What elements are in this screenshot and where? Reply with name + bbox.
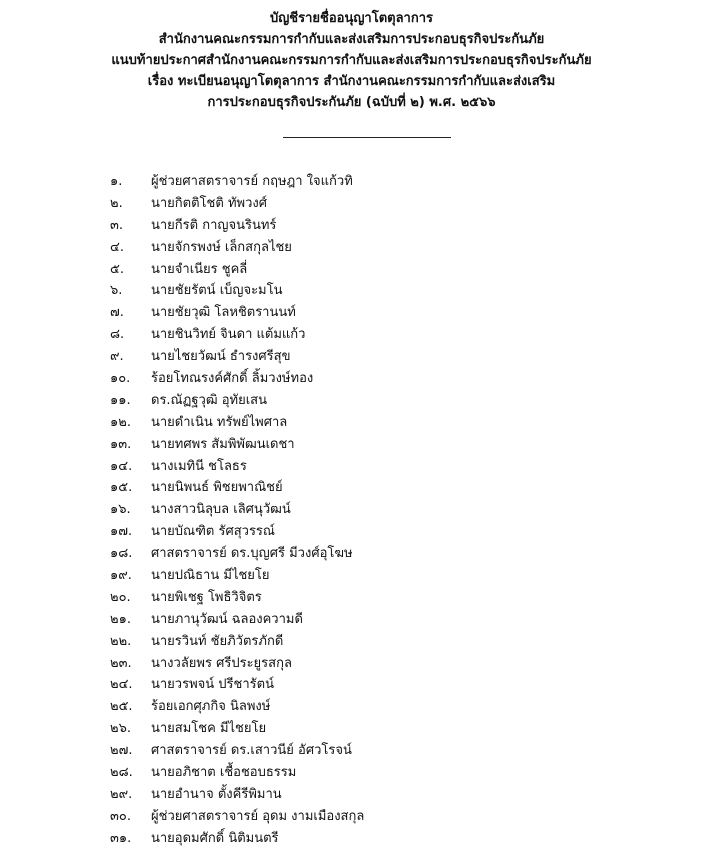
item-number: ๑๕.	[110, 480, 133, 496]
list-item	[0, 477, 703, 499]
arbitrator-name: ผู้ช่วยศาสตราจารย์ อุดม งามเมืองสกุล	[151, 808, 365, 824]
item-number: ๒๘.	[110, 765, 133, 781]
list-item	[0, 806, 703, 828]
list-item	[0, 346, 703, 368]
arbitrator-name: นางสาวนิลุบล เลิศนุวัฒน์	[151, 502, 291, 518]
item-number: ๑๔.	[110, 458, 133, 474]
list-item	[0, 543, 703, 565]
item-number: ๙.	[110, 349, 124, 365]
arbitrator-name: ร้อยเอกศุภกิจ นิลพงษ์	[151, 699, 271, 715]
arbitrator-name: นายกิตติโชติ ทัพวงศ์	[151, 195, 267, 211]
header-divider	[283, 137, 451, 138]
arbitrator-name: ผู้ช่วยศาสตราจารย์ กฤษฎา ใจแก้วทิ	[151, 174, 353, 189]
arbitrator-name: นายบัณฑิต รัศสุวรรณ์	[151, 524, 275, 540]
list-item	[0, 740, 703, 762]
list-item	[0, 784, 703, 806]
list-item	[0, 609, 703, 631]
arbitrator-name: ศาสตราจารย์ ดร.บุญศรี มีวงศ์อุโฆษ	[151, 546, 353, 562]
arbitrator-name: นายทศพร สัมพิพัฒนเดชา	[151, 436, 295, 452]
arbitrator-name: นายอำนาจ ตั้งคีรีพิมาน	[151, 786, 282, 802]
arbitrator-name: นายอภิชาต เชื้อชอบธรรม	[151, 765, 297, 781]
list-item	[0, 762, 703, 784]
list-item	[0, 412, 703, 434]
list-item	[0, 631, 703, 653]
arbitrator-name: นายชัยวุฒิ โลหชิตรานนท์	[151, 305, 296, 321]
list-item	[0, 587, 703, 609]
subject-line-continued: การประกอบธุรกิจประกันภัย (ฉบับที่ ๒) พ.ศ. ๒๕๖๖	[207, 95, 496, 110]
arbitrator-name: นายอุดมศักดิ์ นิติมนตรี	[151, 830, 279, 846]
list-item	[0, 171, 703, 193]
arbitrator-name: นายดำเนิน ทรัพย์ไพศาล	[151, 414, 288, 430]
arbitrator-name: นายไชยวัฒน์ ธำรงศรีสุข	[151, 349, 291, 365]
list-item	[0, 499, 703, 521]
item-number: ๑๓.	[110, 436, 132, 452]
arbitrator-name: ร้อยโทณรงค์ศักดิ์ ลิ้มวงษ์ทอง	[151, 371, 314, 387]
item-number: ๓๐.	[110, 808, 131, 824]
item-number: ๓.	[110, 217, 124, 233]
list-item	[0, 215, 703, 237]
arbitrator-name: นายสมโชค มีไชยโย	[151, 721, 267, 737]
item-number: ๒๑.	[110, 611, 131, 627]
item-number: ๔.	[110, 239, 124, 255]
arbitrator-name: นายจักรพงษ์ เล็กสกุลไชย	[151, 239, 292, 255]
arbitrator-name: นายกีรติ กาญจนรินทร์	[151, 217, 277, 233]
arbitrator-name: นายรวินท์ ชัยภิวัตรภักดี	[151, 633, 284, 649]
list-item	[0, 324, 703, 346]
list-item	[0, 368, 703, 390]
item-number: ๒๓.	[110, 655, 132, 671]
item-number: ๑.	[110, 174, 123, 189]
list-item	[0, 434, 703, 456]
item-number: ๓๑.	[110, 830, 132, 846]
item-number: ๘.	[110, 327, 125, 343]
list-item	[0, 521, 703, 543]
list-item	[0, 280, 703, 302]
list-item	[0, 456, 703, 478]
item-number: ๗.	[110, 305, 124, 321]
arbitrator-name: นายชัยรัตน์ เบ็ญจะมโน	[151, 283, 283, 299]
list-item	[0, 653, 703, 675]
arbitrator-name: นายจำเนียร ชูคลี่	[151, 261, 248, 277]
item-number: ๒๗.	[110, 743, 133, 759]
list-item	[0, 565, 703, 587]
item-number: ๑๙.	[110, 568, 132, 584]
item-number: ๖.	[110, 283, 123, 299]
arbitrator-name: นายชินวิทย์ จินดา แต้มแก้ว	[151, 327, 306, 343]
list-item	[0, 259, 703, 281]
item-number: ๒.	[110, 195, 123, 211]
list-item	[0, 696, 703, 718]
arbitrator-name: นายพิเชฐ โพธิวิจิตร	[151, 589, 262, 605]
issuing-office: สำนักงานคณะกรรมการกำกับและส่งเสริมการประกอบธุรกิจประกันภัย	[158, 32, 545, 47]
document-header	[0, 8, 703, 113]
item-number: ๑๒.	[110, 414, 131, 430]
annex-statement: แนบท้ายประกาศสำนักงานคณะกรรมการกำกับและส่งเสริมการประกอบธุรกิจประกันภัย	[111, 53, 592, 68]
subject-line: เรื่อง ทะเบียนอนุญาโตตุลาการ สำนักงานคณะกรรมการกำกับและส่งเสริม	[147, 74, 556, 89]
arbitrator-name: ดร.ณัฏฐวุฒิ อุทัยเสน	[151, 392, 267, 408]
item-number: ๒๖.	[110, 721, 131, 737]
item-number: ๒๐.	[110, 589, 131, 605]
item-number: ๒๔.	[110, 677, 133, 693]
item-number: ๕.	[110, 261, 124, 277]
item-number: ๑๗.	[110, 524, 133, 540]
list-item	[0, 390, 703, 412]
list-item	[0, 828, 703, 850]
list-item	[0, 237, 703, 259]
item-number: ๒๙.	[110, 786, 133, 802]
arbitrator-name: นายวรพจน์ ปรีชารัตน์	[151, 677, 274, 693]
arbitrator-name: นางวลัยพร ศรีประยูรสกุล	[151, 655, 292, 671]
list-item	[0, 718, 703, 740]
arbitrator-name: นางเมทินี ชโลธร	[151, 458, 247, 474]
item-number: ๑๖.	[110, 502, 131, 518]
item-number: ๑๑.	[110, 392, 131, 408]
item-number: ๒๕.	[110, 699, 133, 715]
item-number: ๑๘.	[110, 546, 133, 562]
arbitrator-name: นายนิพนธ์ พิชยพาณิชย์	[151, 480, 283, 496]
list-item	[0, 193, 703, 215]
arbitrator-name: นายภานุวัฒน์ ฉลองความดี	[151, 611, 303, 627]
arbitrator-name: ศาสตราจารย์ ดร.เสาวนีย์ อัศวโรจน์	[151, 743, 352, 759]
list-item	[0, 302, 703, 324]
arbitrator-name: นายปณิธาน มีไชยโย	[151, 568, 270, 584]
document-title: บัญชีรายชื่ออนุญาโตตุลาการ	[269, 11, 434, 26]
list-item	[0, 674, 703, 696]
item-number: ๑๐.	[110, 371, 131, 387]
arbitrator-list	[0, 171, 703, 850]
item-number: ๒๒.	[110, 633, 132, 649]
